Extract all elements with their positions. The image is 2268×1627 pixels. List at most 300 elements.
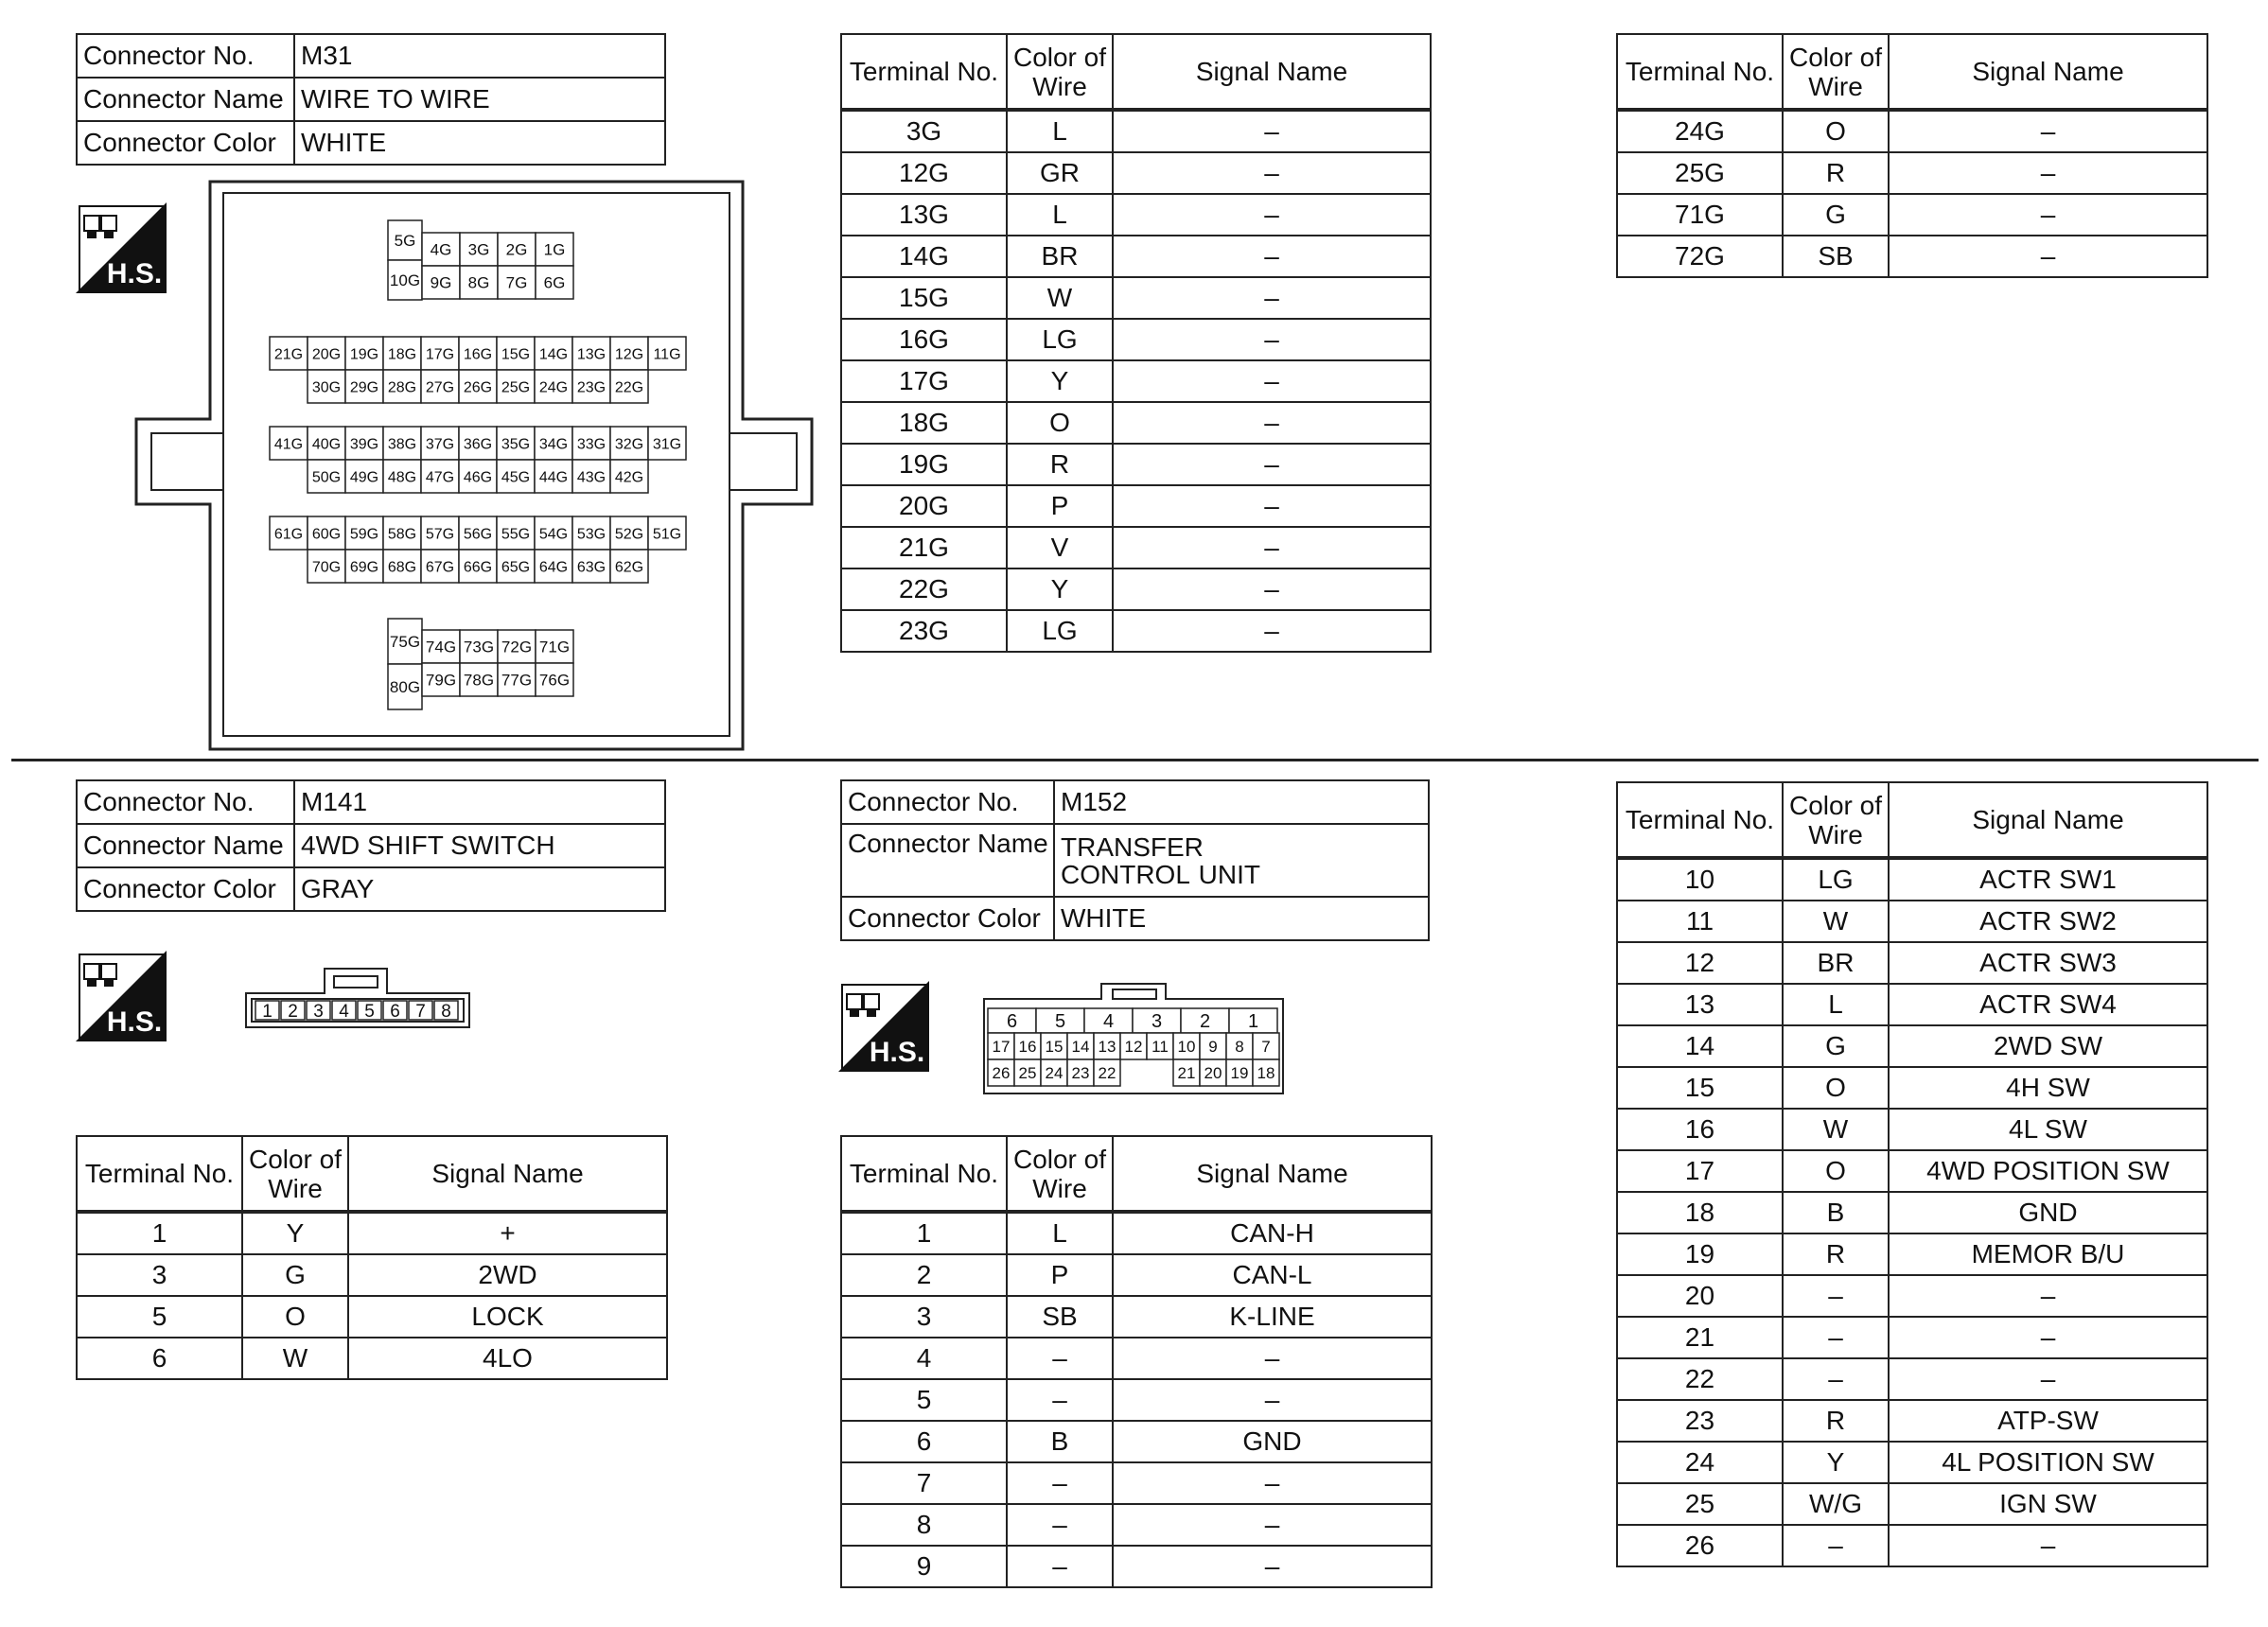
terminal-no: 2	[841, 1254, 1007, 1296]
wire-color: G	[1783, 1025, 1889, 1067]
info-value: WIRE TO WIRE	[294, 78, 665, 121]
harness-side-icon	[76, 951, 167, 1041]
terminal-label: 64G	[538, 559, 569, 576]
signal-name: –	[1889, 1358, 2207, 1400]
wire-color: W	[1783, 901, 1889, 942]
terminal-label: 29G	[349, 379, 379, 396]
info-label: Connector No.	[841, 780, 1054, 824]
connector-right-latch	[730, 433, 797, 490]
terminal-label: 45G	[501, 469, 531, 486]
terminal-label: 72G	[501, 638, 533, 656]
wire-color: –	[1007, 1338, 1113, 1379]
wire-color: B	[1007, 1421, 1113, 1462]
table-row	[1617, 1275, 2207, 1317]
terminal-label: 22G	[614, 379, 644, 396]
hs-label: H.S.	[106, 1006, 163, 1038]
terminal-label: 21	[1177, 1064, 1196, 1083]
terminal-label: 18	[1257, 1064, 1275, 1083]
signal-name: –	[1113, 152, 1431, 194]
terminal-label: 77G	[501, 671, 533, 690]
wire-color: –	[1007, 1462, 1113, 1504]
terminal-label: 15G	[501, 346, 531, 363]
table-row	[1617, 1192, 2207, 1233]
info-label: Connector Color	[841, 897, 1054, 940]
terminal-label: 13	[1098, 1038, 1116, 1057]
table-row	[1617, 1025, 2207, 1067]
terminal-label: 52G	[614, 526, 644, 543]
table-row	[77, 1296, 667, 1338]
terminal-label: 7G	[505, 273, 528, 292]
terminal-no: 13G	[841, 194, 1007, 236]
signal-name: –	[1889, 110, 2207, 152]
table-row	[841, 1421, 1432, 1462]
wire-color: Y	[1007, 360, 1113, 402]
info-label: Connector Name	[77, 824, 294, 867]
wire-color: O	[242, 1296, 348, 1338]
terminal-no: 18G	[841, 402, 1007, 444]
terminal-label: 6	[1006, 1011, 1018, 1033]
terminal-grid	[255, 1001, 458, 1022]
signal-name: ACTR SW3	[1889, 942, 2207, 984]
m31-terminal-table-1	[840, 33, 1432, 653]
signal-name: –	[1113, 360, 1431, 402]
terminal-no: 23G	[841, 610, 1007, 652]
table-row	[841, 319, 1431, 360]
wire-color: –	[1783, 1525, 1889, 1566]
terminal-label: 24G	[538, 379, 569, 396]
signal-name: 4H SW	[1889, 1067, 2207, 1109]
terminal-no: 1	[77, 1212, 242, 1254]
table-row	[1617, 1233, 2207, 1275]
terminal-label: 10	[1177, 1038, 1196, 1057]
table-row	[841, 527, 1431, 569]
wire-color: –	[1007, 1546, 1113, 1587]
table-row	[1617, 1150, 2207, 1192]
terminal-label: 49G	[349, 469, 379, 486]
terminal-label: 27G	[425, 379, 455, 396]
terminal-label: 70G	[311, 559, 342, 576]
wire-color: W	[242, 1338, 348, 1379]
col-terminal-no: Terminal No.	[841, 34, 1007, 110]
terminal-no: 72G	[1617, 236, 1783, 277]
terminal-label: 68G	[387, 559, 417, 576]
wire-color: L	[1007, 1212, 1113, 1254]
info-value: WHITE	[1054, 897, 1429, 940]
wire-color: L	[1007, 194, 1113, 236]
terminal-label: 6G	[543, 273, 566, 292]
terminal-label: 7	[415, 1001, 426, 1022]
terminal-label: 4	[1102, 1011, 1115, 1033]
table-row	[1617, 1483, 2207, 1525]
terminal-label: 11G	[653, 346, 681, 363]
wire-color: O	[1783, 110, 1889, 152]
terminal-label: 6	[390, 1001, 400, 1022]
connector-lock	[1113, 989, 1156, 999]
signal-name: –	[1113, 319, 1431, 360]
terminal-no: 21	[1617, 1317, 1783, 1358]
terminal-label: 1	[1247, 1011, 1259, 1033]
wire-color: G	[242, 1254, 348, 1296]
terminal-label: 26	[992, 1064, 1011, 1083]
terminal-label: 41G	[273, 436, 304, 453]
terminal-no: 71G	[1617, 194, 1783, 236]
terminal-label: 28G	[387, 379, 417, 396]
terminal-label: 2G	[505, 240, 528, 259]
terminal-label: 58G	[387, 526, 417, 543]
signal-name: 4WD POSITION SW	[1889, 1150, 2207, 1192]
terminal-no: 22	[1617, 1358, 1783, 1400]
terminal-label: 66G	[463, 559, 493, 576]
table-row	[841, 1504, 1432, 1546]
col-signal-name: Signal Name	[1889, 34, 2207, 110]
terminal-label: 39G	[349, 436, 379, 453]
info-value: WHITE	[294, 121, 665, 165]
terminal-label: 26G	[463, 379, 493, 396]
terminal-label: 20G	[311, 346, 342, 363]
info-value: M31	[294, 34, 665, 78]
signal-name: –	[1113, 569, 1431, 610]
terminal-label: 78G	[463, 671, 495, 690]
terminal-label: 18G	[387, 346, 417, 363]
terminal-label: 17	[992, 1038, 1011, 1057]
terminal-grid	[988, 1008, 1279, 1086]
terminal-label: 4	[339, 1001, 349, 1022]
terminal-label: 4G	[430, 240, 452, 259]
terminal-label: 8G	[467, 273, 490, 292]
terminal-label: 37G	[425, 436, 455, 453]
terminal-label: 15	[1045, 1038, 1064, 1057]
terminal-label: 5	[1054, 1011, 1066, 1033]
terminal-label: 60G	[311, 526, 342, 543]
table-row	[841, 444, 1431, 485]
terminal-label: 3G	[467, 240, 490, 259]
terminal-label: 3	[313, 1001, 324, 1022]
terminal-label: 19G	[349, 346, 379, 363]
terminal-grid	[270, 220, 686, 709]
col-signal-name: Signal Name	[1113, 34, 1431, 110]
table-row	[841, 360, 1431, 402]
wire-color: R	[1783, 1400, 1889, 1442]
terminal-label: 65G	[501, 559, 531, 576]
terminal-label: 55G	[501, 526, 531, 543]
wire-color: LG	[1007, 610, 1113, 652]
terminal-label: 12	[1124, 1038, 1143, 1057]
terminal-label: 5	[364, 1001, 375, 1022]
terminal-label: 22	[1098, 1064, 1116, 1083]
m31-terminal-table-2	[1616, 33, 2208, 278]
terminal-label: 8	[441, 1001, 451, 1022]
m152-terminal-table-1	[840, 1135, 1433, 1588]
terminal-label: 61G	[273, 526, 304, 543]
terminal-no: 19G	[841, 444, 1007, 485]
wire-color: L	[1783, 984, 1889, 1025]
signal-name: +	[348, 1212, 667, 1254]
terminal-no: 17G	[841, 360, 1007, 402]
table-row	[1617, 1442, 2207, 1483]
wire-color: V	[1007, 527, 1113, 569]
terminal-no: 25	[1617, 1483, 1783, 1525]
col-color-of-wire: Color of Wire	[242, 1136, 348, 1212]
terminal-no: 9	[841, 1546, 1007, 1587]
wire-color: BR	[1007, 236, 1113, 277]
signal-name: –	[1113, 610, 1431, 652]
terminal-no: 26	[1617, 1525, 1783, 1566]
terminal-label: 43G	[576, 469, 607, 486]
terminal-label: 57G	[425, 526, 455, 543]
m152-terminal-table-2	[1616, 781, 2208, 1567]
wire-color: W	[1007, 277, 1113, 319]
signal-name: ACTR SW1	[1889, 858, 2207, 901]
terminal-label: 8	[1235, 1038, 1244, 1057]
terminal-label: 20	[1204, 1064, 1222, 1083]
terminal-label: 25G	[501, 379, 531, 396]
terminal-no: 6	[841, 1421, 1007, 1462]
wire-color: P	[1007, 485, 1113, 527]
terminal-no: 24G	[1617, 110, 1783, 152]
terminal-label: 9G	[430, 273, 452, 292]
table-row	[841, 236, 1431, 277]
terminal-no: 19	[1617, 1233, 1783, 1275]
terminal-label: 14G	[538, 346, 569, 363]
terminal-no: 18	[1617, 1192, 1783, 1233]
signal-name: K-LINE	[1113, 1296, 1432, 1338]
table-row	[1617, 942, 2207, 984]
terminal-label: 7	[1261, 1038, 1271, 1057]
terminal-label: 42G	[614, 469, 644, 486]
terminal-no: 16G	[841, 319, 1007, 360]
info-value: M141	[294, 780, 665, 824]
table-row	[841, 569, 1431, 610]
wire-color: –	[1783, 1275, 1889, 1317]
info-value: M152	[1054, 780, 1429, 824]
terminal-label: 31G	[652, 436, 682, 453]
terminal-label: 25	[1018, 1064, 1037, 1083]
terminal-label: 74G	[425, 638, 457, 656]
terminal-label: 3	[1151, 1011, 1163, 1033]
wire-color: –	[1783, 1317, 1889, 1358]
m152-connector-diagram	[980, 980, 1289, 1099]
terminal-label: 62G	[614, 559, 644, 576]
terminal-label: 13G	[576, 346, 607, 363]
terminal-no: 13	[1617, 984, 1783, 1025]
table-row	[841, 110, 1431, 152]
table-row	[1617, 1400, 2207, 1442]
wire-color: –	[1783, 1358, 1889, 1400]
terminal-no: 24	[1617, 1442, 1783, 1483]
signal-name: –	[1889, 1317, 2207, 1358]
wire-color: GR	[1007, 152, 1113, 194]
terminal-no: 11	[1617, 901, 1783, 942]
table-row	[841, 1338, 1432, 1379]
signal-name: IGN SW	[1889, 1483, 2207, 1525]
wire-color: LG	[1783, 858, 1889, 901]
info-value: GRAY	[294, 867, 665, 911]
terminal-no: 5	[841, 1379, 1007, 1421]
terminal-no: 21G	[841, 527, 1007, 569]
terminal-label: 32G	[614, 436, 644, 453]
terminal-label: 14	[1071, 1038, 1090, 1057]
table-row	[841, 194, 1431, 236]
hs-label: H.S.	[106, 258, 163, 289]
table-row	[1617, 1109, 2207, 1150]
signal-name: 4L POSITION SW	[1889, 1442, 2207, 1483]
terminal-label: 75G	[389, 633, 421, 652]
table-row	[841, 152, 1431, 194]
signal-name: ACTR SW4	[1889, 984, 2207, 1025]
signal-name: 2WD SW	[1889, 1025, 2207, 1067]
table-row	[1617, 110, 2207, 152]
table-row	[841, 1296, 1432, 1338]
table-row	[841, 1379, 1432, 1421]
terminal-label: 59G	[349, 526, 379, 543]
harness-side-icon	[838, 981, 929, 1072]
terminal-label: 71G	[538, 638, 571, 656]
m31-connector-info	[76, 33, 666, 166]
table-row	[1617, 984, 2207, 1025]
terminal-no: 14G	[841, 236, 1007, 277]
signal-name: LOCK	[348, 1296, 667, 1338]
signal-name: 4L SW	[1889, 1109, 2207, 1150]
terminal-no: 17	[1617, 1150, 1783, 1192]
terminal-no: 1	[841, 1212, 1007, 1254]
signal-name: –	[1113, 485, 1431, 527]
signal-name: 2WD	[348, 1254, 667, 1296]
terminal-label: 12G	[614, 346, 644, 363]
col-signal-name: Signal Name	[348, 1136, 667, 1212]
table-row	[841, 1546, 1432, 1587]
col-color-of-wire: Color of Wire	[1783, 782, 1889, 858]
terminal-label: 67G	[425, 559, 455, 576]
info-label: Connector Color	[77, 867, 294, 911]
wire-color: R	[1783, 1233, 1889, 1275]
table-row	[1617, 858, 2207, 901]
table-row	[1617, 1358, 2207, 1400]
terminal-label: 34G	[538, 436, 569, 453]
terminal-label: 69G	[349, 559, 379, 576]
terminal-label: 10G	[389, 271, 421, 290]
signal-name: GND	[1113, 1421, 1432, 1462]
table-row	[1617, 236, 2207, 277]
terminal-label: 80G	[389, 678, 421, 697]
connector-left-latch	[151, 433, 223, 490]
terminal-no: 4	[841, 1338, 1007, 1379]
signal-name: 4LO	[348, 1338, 667, 1379]
terminal-label: 19	[1230, 1064, 1249, 1083]
signal-name: –	[1113, 236, 1431, 277]
wire-color: –	[1007, 1504, 1113, 1546]
terminal-label: 9	[1208, 1038, 1218, 1057]
terminal-label: 76G	[538, 671, 571, 690]
section-divider	[11, 759, 2259, 761]
info-label: Connector No.	[77, 780, 294, 824]
terminal-no: 6	[77, 1338, 242, 1379]
terminal-no: 3	[77, 1254, 242, 1296]
m141-terminal-table	[76, 1135, 668, 1380]
info-label: Connector Name	[77, 78, 294, 121]
signal-name: –	[1113, 1546, 1432, 1587]
signal-name: MEMOR B/U	[1889, 1233, 2207, 1275]
table-row	[1617, 1525, 2207, 1566]
signal-name: –	[1889, 1275, 2207, 1317]
wire-color: R	[1007, 444, 1113, 485]
terminal-label: 40G	[311, 436, 342, 453]
terminal-label: 38G	[387, 436, 417, 453]
col-color-of-wire: Color of Wire	[1783, 34, 1889, 110]
signal-name: CAN-L	[1113, 1254, 1432, 1296]
wire-color: O	[1783, 1067, 1889, 1109]
signal-name: –	[1113, 277, 1431, 319]
terminal-label: 16G	[463, 346, 493, 363]
col-terminal-no: Terminal No.	[1617, 782, 1783, 858]
terminal-label: 2	[288, 1001, 298, 1022]
col-color-of-wire: Color of Wire	[1007, 34, 1113, 110]
table-row	[841, 1212, 1432, 1254]
terminal-no: 10	[1617, 858, 1783, 901]
signal-name: –	[1889, 236, 2207, 277]
terminal-no: 22G	[841, 569, 1007, 610]
terminal-label: 63G	[576, 559, 607, 576]
terminal-label: 33G	[576, 436, 607, 453]
terminal-label: 36G	[463, 436, 493, 453]
wire-color: W/G	[1783, 1483, 1889, 1525]
wire-color: P	[1007, 1254, 1113, 1296]
terminal-no: 15G	[841, 277, 1007, 319]
terminal-label: 11	[1152, 1038, 1169, 1057]
wire-color: Y	[242, 1212, 348, 1254]
col-terminal-no: Terminal No.	[841, 1136, 1007, 1212]
table-row	[77, 1212, 667, 1254]
terminal-no: 8	[841, 1504, 1007, 1546]
terminal-label: 30G	[311, 379, 342, 396]
terminal-label: 56G	[463, 526, 493, 543]
terminal-label: 1G	[543, 240, 566, 259]
terminal-label: 79G	[425, 671, 457, 690]
terminal-no: 12	[1617, 942, 1783, 984]
signal-name: ACTR SW2	[1889, 901, 2207, 942]
terminal-no: 15	[1617, 1067, 1783, 1109]
wire-color: B	[1783, 1192, 1889, 1233]
terminal-no: 12G	[841, 152, 1007, 194]
terminal-no: 20G	[841, 485, 1007, 527]
terminal-no: 3	[841, 1296, 1007, 1338]
table-row	[841, 610, 1431, 652]
terminal-label: 53G	[576, 526, 607, 543]
terminal-no: 14	[1617, 1025, 1783, 1067]
signal-name: –	[1113, 1504, 1432, 1546]
terminal-label: 46G	[463, 469, 493, 486]
terminal-label: 54G	[538, 526, 569, 543]
wire-color: Y	[1007, 569, 1113, 610]
terminal-label: 16	[1018, 1038, 1037, 1057]
col-color-of-wire: Color of Wire	[1007, 1136, 1113, 1212]
wire-color: O	[1783, 1150, 1889, 1192]
info-label: Connector Name	[841, 824, 1054, 897]
col-terminal-no: Terminal No.	[77, 1136, 242, 1212]
table-row	[841, 402, 1431, 444]
wire-color: R	[1783, 152, 1889, 194]
terminal-label: 47G	[425, 469, 455, 486]
terminal-no: 16	[1617, 1109, 1783, 1150]
terminal-label: 51G	[652, 526, 682, 543]
terminal-no: 7	[841, 1462, 1007, 1504]
table-row	[841, 1462, 1432, 1504]
terminal-label: 44G	[538, 469, 569, 486]
terminal-label: 48G	[387, 469, 417, 486]
table-row	[1617, 194, 2207, 236]
signal-name: CAN-H	[1113, 1212, 1432, 1254]
terminal-label: 17G	[425, 346, 455, 363]
wire-color: G	[1783, 194, 1889, 236]
